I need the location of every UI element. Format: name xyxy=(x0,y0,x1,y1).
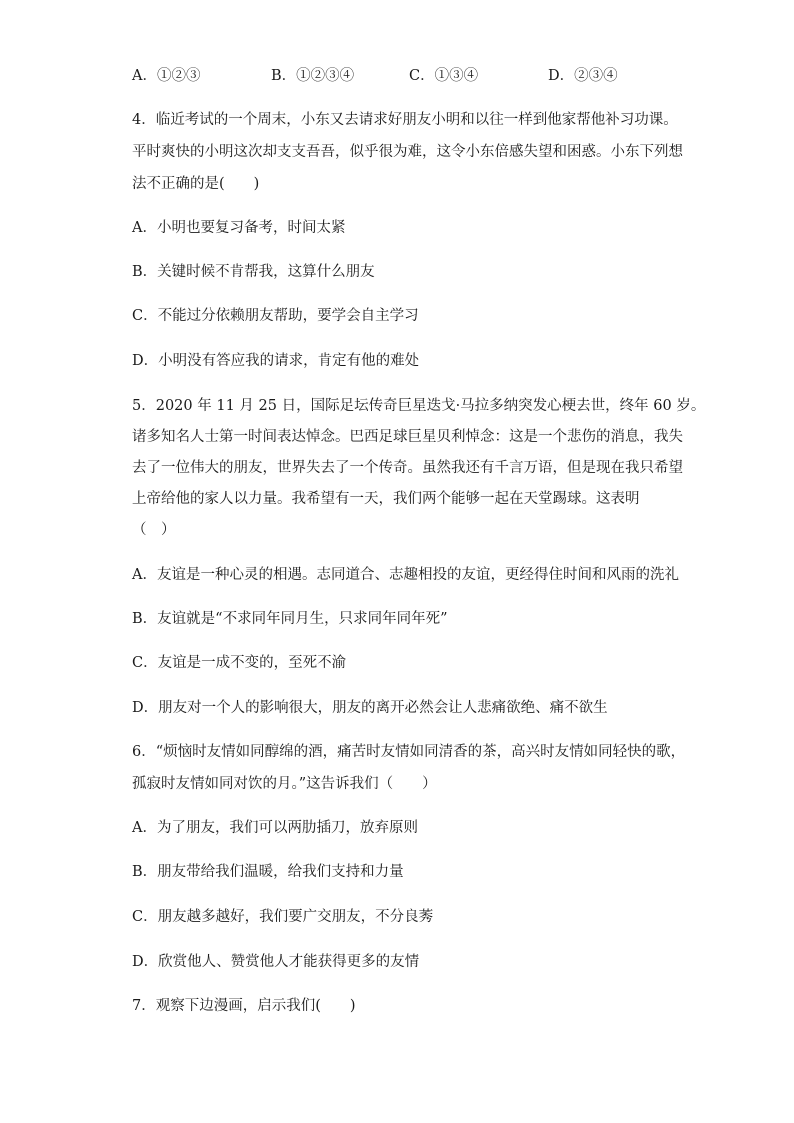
q4-option-b: B．关键时候不肯帮我，这算什么朋友 xyxy=(132,264,375,280)
q4-stem-line-1: 4．临近考试的一个周末，小东又去请求好朋友小明和以往一样到他家帮他补习功课。 xyxy=(132,112,678,128)
q3-options xyxy=(0,66,794,86)
q6-option-c: C．朋友越多越好，我们要广交朋友，不分良莠 xyxy=(132,909,434,925)
q4-stem-line-2: 平时爽快的小明这次却支支吾吾，似乎很为难，这令小东倍感失望和困惑。小东下列想 xyxy=(132,144,683,160)
q6-stem-line-1: 6．“烦恼时友情如同醇绵的酒，痛苦时友情如同清香的茶，高兴时友情如同轻快的歌， xyxy=(132,744,686,760)
q5-stem-line-4: 上帝给他的家人以力量。我希望有一天，我们两个能够一起在天堂踢球。这表明 xyxy=(132,491,640,507)
q4-option-a: A．小明也要复习备考，时间太紧 xyxy=(132,220,346,236)
q6-stem-line-2: 孤寂时友情如同对饮的月。”这告诉我们（ ） xyxy=(132,776,437,792)
q5-option-d: D．朋友对一个人的影响很大，朋友的离开必然会让人悲痛欲绝、痛不欲生 xyxy=(132,700,608,716)
q5-option-a: A．友谊是一种心灵的相遇。志同道合、志趣相投的友谊，更经得住时间和风雨的洗礼 xyxy=(132,567,679,583)
q5-stem-line-1: 5．2020 年 11 月 25 日，国际足坛传奇巨星迭戈·马拉多纳突发心梗去世，终年 60 岁。 xyxy=(132,398,706,414)
q3-option-c: C．①③④ xyxy=(409,68,479,84)
q4-stem-line-3: 法不正确的是( ) xyxy=(132,176,260,192)
q7-stem-line-1: 7．观察下边漫画，启示我们( ) xyxy=(132,998,356,1014)
q5-stem-line-2: 诸多知名人士第一时间表达悼念。巴西足球巨星贝利悼念：这是一个悲伤的消息，我失 xyxy=(132,429,683,445)
q5-stem-line-5: （ ） xyxy=(132,522,176,538)
q3-option-b: B．①②③④ xyxy=(271,68,355,84)
q3-option-a: A．①②③ xyxy=(132,68,201,84)
q4-option-d: D．小明没有答应我的请求，肯定有他的难处 xyxy=(132,353,420,369)
q3-option-d: D．②③④ xyxy=(548,68,618,84)
q6-option-d: D．欣赏他人、赞赏他人才能获得更多的友情 xyxy=(132,954,420,970)
q5-stem-line-3: 去了一位伟大的朋友，世界失去了一个传奇。虽然我还有千言万语，但是现在我只希望 xyxy=(132,460,683,476)
q6-option-a: A．为了朋友，我们可以两肋插刀，放弃原则 xyxy=(132,820,418,836)
q5-option-b: B．友谊就是“不求同年同月生，只求同年同年死” xyxy=(132,611,448,627)
q5-option-c: C．友谊是一成不变的，至死不渝 xyxy=(132,655,347,671)
q6-option-b: B．朋友带给我们温暖，给我们支持和力量 xyxy=(132,864,404,880)
q4-option-c: C．不能过分依赖朋友帮助，要学会自主学习 xyxy=(132,308,419,324)
